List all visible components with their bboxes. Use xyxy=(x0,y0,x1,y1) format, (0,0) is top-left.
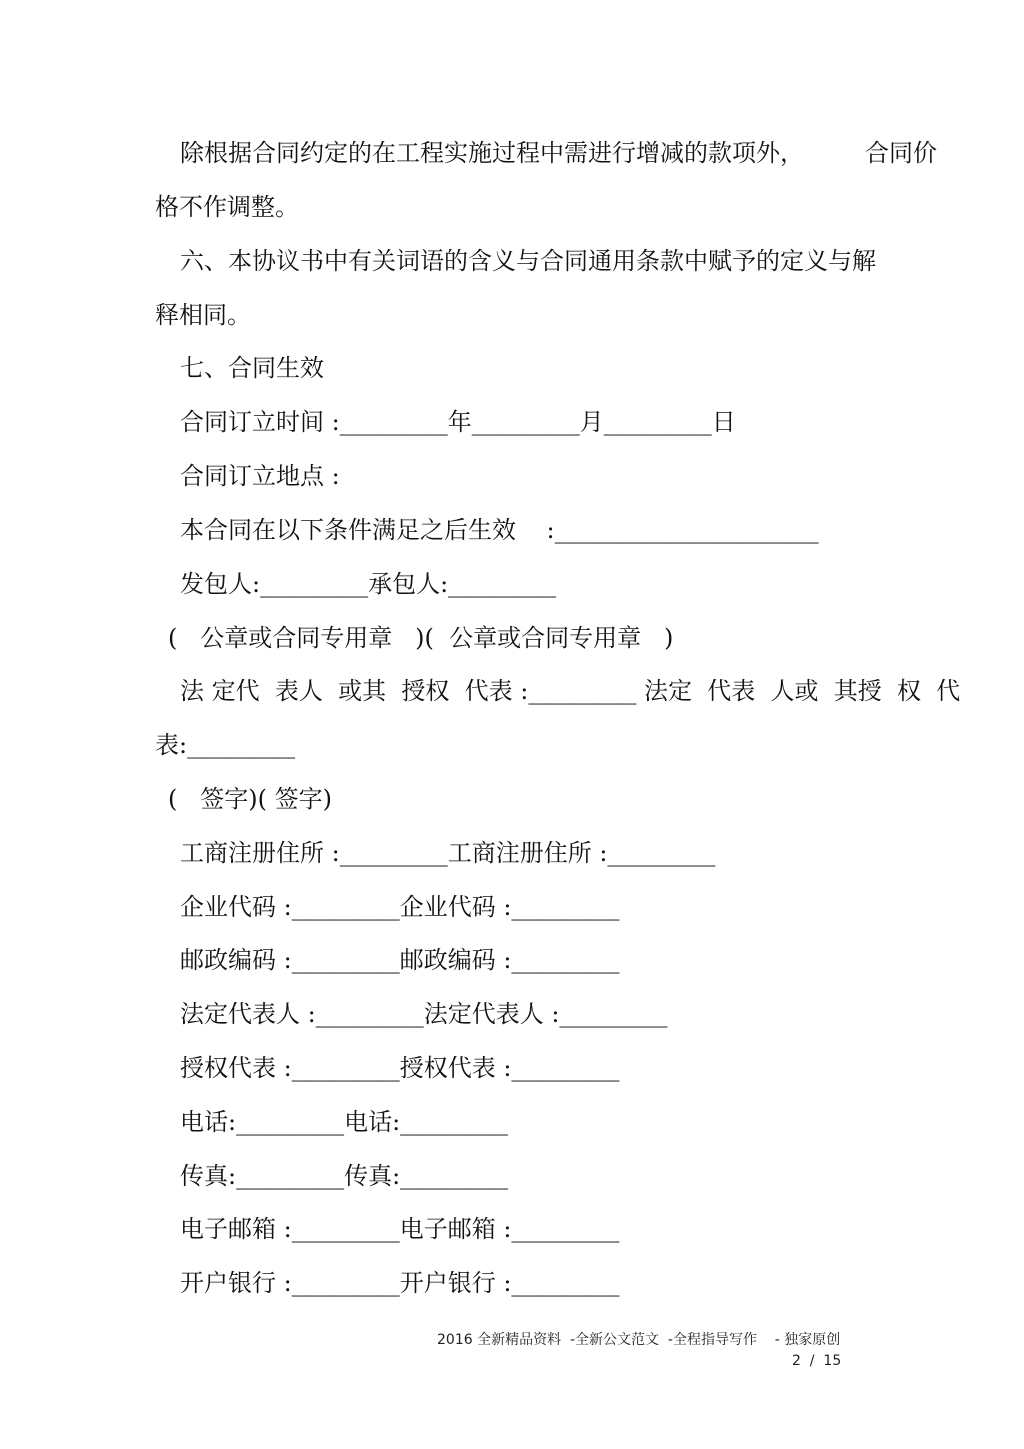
text-line: 电子邮箱 :_________电子邮箱 :_________ xyxy=(180,1215,620,1243)
text-line: 法定代表人 :_________法定代表人 :_________ xyxy=(180,1000,668,1028)
text-line: ( 公章或合同专用章 )( 公章或合同专用章 ) xyxy=(168,624,674,652)
text-line: 开户银行 :_________开户银行 :_________ xyxy=(180,1269,620,1297)
text-line: 合同订立地点 : xyxy=(180,462,340,490)
text-line: 格不作调整。 xyxy=(155,193,299,221)
page-number: 2 / 15 xyxy=(792,1353,842,1369)
text-line: 传真:_________传真:_________ xyxy=(180,1162,509,1190)
text-line: 发包人:_________承包人:_________ xyxy=(180,570,557,598)
text-line: 表:_________ xyxy=(155,731,296,759)
footer-text: 2016 全新精品资料 -全新公文范文 -全程指导写作 - 独家原创 xyxy=(437,1332,841,1348)
text-line: 六、本协议书中有关词语的含义与合同通用条款中赋予的定义与解 xyxy=(180,247,876,275)
text-line: 释相同。 xyxy=(155,301,251,329)
text-line: 合同订立时间 :_________年_________月_________日 xyxy=(180,408,736,436)
text-line: 法 定代 表人 或其 授权 代表 :_________ 法定 代表 人或 其授 权 代 xyxy=(180,677,961,705)
text-line: 授权代表 :_________授权代表 :_________ xyxy=(180,1054,620,1082)
text-line: 邮政编码 :_________邮政编码 :_________ xyxy=(180,946,620,974)
section-heading: 七、合同生效 xyxy=(180,354,324,382)
text-line: 本合同在以下条件满足之后生效 :______________________ xyxy=(180,516,819,544)
text-line: 除根据合同约定的在工程实施过程中需进行增减的款项外， 合同价 xyxy=(180,139,938,167)
text-line: 工商注册住所 :_________工商注册住所 :_________ xyxy=(180,839,716,867)
text-line: 电话:_________电话:_________ xyxy=(180,1108,509,1136)
text-line: ( 签字)( 签字) xyxy=(168,785,332,813)
text-line: 企业代码 :_________企业代码 :_________ xyxy=(180,893,620,921)
